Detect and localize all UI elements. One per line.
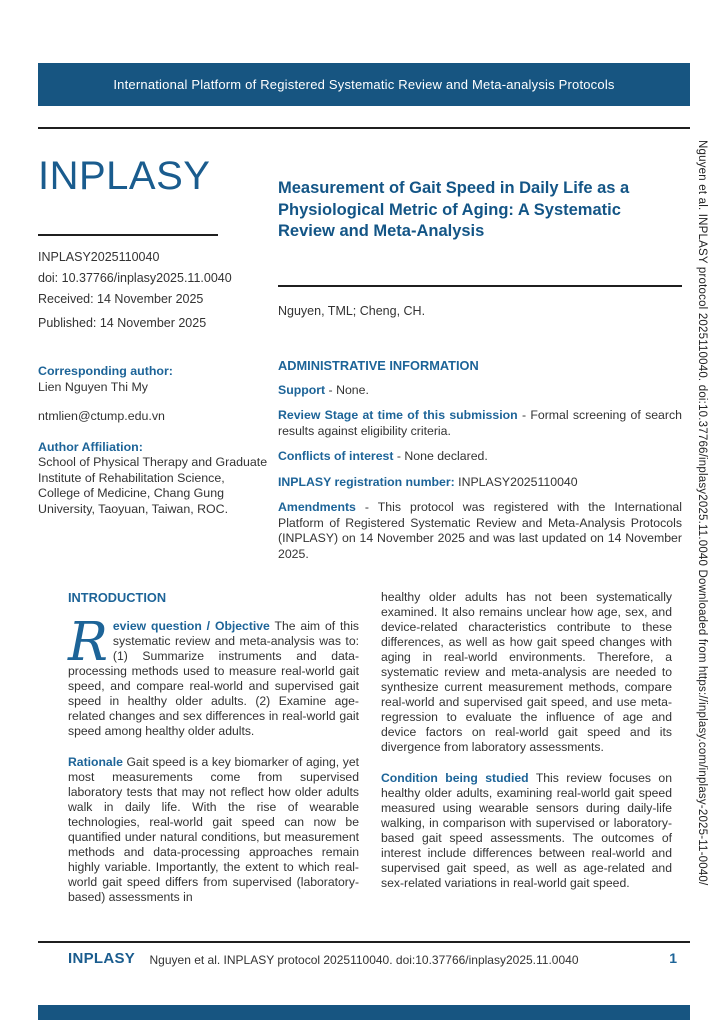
corresponding-author-email: ntmlien@ctump.edu.vn (38, 409, 165, 423)
continuation-paragraph: healthy older adults has not been systematically examined. It also remains unclear how age, sex, and device-related characteristics contribute to these differences, as well as how gait speed changes with aging in real-world environments. Therefore, a systematic review and meta-analysis are needed to synthesize current measurement methods, compare real-world and supervised gait speed, and use meta-regression to evaluate the influence of age and device factors on real-world gait speed and its divergence from laboratory assessments. (381, 590, 672, 754)
objective-label: eview question / Objective (112, 619, 270, 633)
rationale-text: Gait speed is a key biomarker of aging, yet most measurements come from supervised laboratory tests that may not reflect how older adults walk in daily life. With the rise of wearable technologies, real-world gait speed can now be quantified under natural conditions, but measurement methods and data-processing approaches remain highly variable. Importantly, the extent to which real-world gait speed differs from supervised (laboratory-based) assessments in (68, 755, 359, 904)
bottom-bar (38, 1005, 690, 1020)
affiliation-label: Author Affiliation: (38, 439, 143, 454)
introduction-left-column (68, 590, 359, 921)
registration-value: INPLASY2025110040 (458, 474, 578, 489)
footer-logo: INPLASY (68, 950, 136, 967)
doi-text: doi: 10.37766/inplasy2025.11.0040 (38, 271, 232, 285)
affiliation-text: School of Physical Therapy and Graduate Institute of Rehabilitation Science, College of Medicine, Chang Gung University, Taoyuan, Taiwan, ROC. (38, 455, 268, 516)
amendments-item: Amendments - This protocol was registered with the International Platform of Registered Systematic Review and Meta-Analysis Protocols (INPLASY) on 14 November 2025 and was last updated on 14 November 2025. (278, 500, 682, 561)
corresponding-author-label: Corresponding author: (38, 364, 173, 378)
logo-divider (38, 234, 218, 236)
protocol-meta (38, 250, 268, 331)
platform-banner-text: International Platform of Registered Systematic Review and Meta-analysis Protocols (113, 77, 615, 92)
objective-paragraph (68, 612, 359, 739)
introduction-right-column (381, 590, 672, 921)
published-date: Published: 14 November 2025 (38, 316, 207, 330)
corresponding-author-name: Lien Nguyen Thi My (38, 379, 148, 394)
condition-label: Condition being studied (381, 771, 529, 785)
rationale-paragraph (68, 755, 359, 905)
sidebar-citation: Nguyen et al. INPLASY protocol 2025110040. doi:10.37766/inplasy2025.11.0040 Downloaded from https://inplasy.com/inplasy-2025-11-0040/ (696, 140, 708, 886)
inplasy-logo: INPLASY (38, 154, 211, 198)
footer-divider (38, 941, 690, 943)
review-stage-value: Formal screening of search results against eligibility criteria. (278, 408, 682, 438)
review-stage-item: Review Stage at time of this submission - Formal screening of search results against eligibility criteria. (278, 408, 682, 438)
page-number: 1 (669, 950, 677, 966)
received-date: Received: 14 November 2025 (38, 292, 204, 306)
support-value: None. (336, 382, 369, 397)
corresponding-author-block (38, 364, 268, 517)
top-divider (38, 127, 690, 129)
support-label: Support (278, 382, 326, 397)
left-column (38, 150, 268, 517)
dropcap-r: R (68, 612, 108, 673)
platform-banner (38, 63, 690, 106)
review-stage-label: Review Stage at time of this submission (278, 408, 518, 422)
introduction-section (68, 590, 672, 921)
authors-line: Nguyen, TML; Cheng, CH. (278, 303, 426, 318)
conflicts-value: None declared. (404, 449, 488, 463)
title-divider (278, 285, 682, 287)
registration-label: INPLASY registration number: (278, 474, 455, 489)
registration-number: INPLASY2025110040 (38, 250, 160, 264)
footer-citation: Nguyen et al. INPLASY protocol 2025110040. doi:10.37766/inplasy2025.11.0040 (149, 953, 579, 967)
amendments-value: This protocol was registered with the International Platform of Registered Systematic Review and Meta-Analysis Protocols (INPLASY) on 14 November 2025 and was last updated on 14 November 2025. (278, 500, 682, 561)
paper-title: Measurement of Gait Speed in Daily Life as a Physiological Metric of Aging: A Systematic Review and Meta-Analysis (278, 179, 630, 240)
support-item: Support - None. (278, 382, 369, 397)
conflicts-item: Conflicts of interest - None declared. (278, 449, 488, 463)
conflicts-label: Conflicts of interest (278, 449, 394, 463)
right-column (278, 178, 682, 562)
admin-heading: ADMINISTRATIVE INFORMATION (278, 357, 479, 373)
introduction-heading: INTRODUCTION (68, 590, 167, 605)
rationale-label: Rationale (68, 755, 123, 769)
condition-paragraph (381, 771, 672, 891)
condition-text: This review focuses on healthy older adults, examining real-world gait speed measured using wearable sensors during daily-life walking, in comparison with supervised or laboratory-based gait speed assessments. The outcomes of interest include differences between real-world and supervised gait speed, as well as age-related and sex-related variations in real-world gait speed. (381, 771, 672, 890)
registration-item (278, 475, 682, 491)
objective-text: The aim of this systematic review and meta-analysis was to: (1) Summarize instruments and data-processing methods used to measure real-world gait speed, and compare real-world and supervised gait speed in healthy older adults. (2) Examine age-related changes and sex differences in real-world gait speed among healthy older adults. (68, 619, 359, 738)
amendments-label: Amendments (278, 500, 356, 514)
